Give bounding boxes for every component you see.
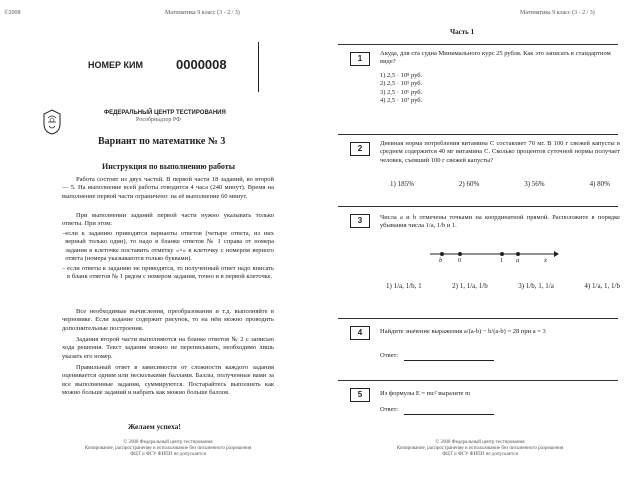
option[interactable]: 3) 1/b, 1, 1/a bbox=[518, 282, 554, 290]
emblem-icon bbox=[40, 108, 64, 136]
task-2-options bbox=[390, 180, 610, 188]
bullets-list bbox=[62, 230, 274, 282]
task-1-text: Акуда, для ста судна Минимального курс 25 рубля. Как это записать в стандартном виде? bbox=[380, 50, 611, 66]
number-line bbox=[430, 248, 560, 268]
task-number-box: 1 bbox=[350, 52, 370, 66]
axis-label-x: x bbox=[544, 257, 547, 264]
wish-text: Желаем успеха! bbox=[128, 422, 181, 431]
axis-label-b: b bbox=[439, 257, 443, 264]
task-1-options bbox=[380, 72, 422, 105]
bullet-item: – если ответы к заданию не приводятся, то полученный ответ надо вписать в бланк ответов № 1 рядом с номером задания, точно и в первой клеточке. bbox=[62, 265, 274, 281]
axis-label-a: a bbox=[516, 257, 520, 264]
option[interactable]: 3) 2,5 · 10⁶ руб. bbox=[380, 88, 423, 96]
right-header: Математика 9 класс (3 - 2 / 3) bbox=[520, 10, 595, 16]
task-5-answer-label: Ответ: bbox=[380, 406, 399, 413]
option[interactable]: 4) 2,5 · 10⁷ руб. bbox=[380, 96, 423, 104]
option[interactable]: 1) 2,5 · 10⁸ руб. bbox=[380, 72, 423, 79]
task-separator bbox=[338, 380, 618, 381]
left-header-left: ©2008 bbox=[4, 10, 21, 16]
task-separator bbox=[338, 44, 618, 45]
bullet-item: – если к заданию приводятся варианты ответов (четыре ответа, из них верный только один), то надо в бланке ответов № 1 справа от номера задания в клеточке поставить отметку «×» в клеточку с номером верного ответа (номера указываются только буквами). bbox=[62, 230, 274, 262]
left-header-center: Математика 9 класс (3 - 2 / 3) bbox=[165, 10, 240, 16]
option[interactable]: 2) 2,5 · 10⁵ руб. bbox=[380, 80, 423, 88]
center-sub: Рособрнадзор РФ bbox=[136, 117, 181, 123]
task-number-box: 5 bbox=[350, 388, 370, 402]
center-name: ФЕДЕРАЛЬНЫЙ ЦЕНТР ТЕСТИРОВАНИЯ bbox=[104, 110, 226, 116]
option[interactable]: 2) 1, 1/a, 1/b bbox=[452, 282, 488, 290]
task-5-text: Из формулы E = mc² выразите m bbox=[380, 390, 471, 397]
footer-line: ФЦТ и ФГУ ФИПИ не допускается bbox=[130, 452, 206, 457]
task-number-box: 2 bbox=[350, 142, 370, 156]
task-separator bbox=[338, 318, 618, 319]
task-4-answer-label: Ответ: bbox=[380, 352, 399, 359]
axis-label-zero: 0 bbox=[458, 257, 462, 264]
para-part2: Задания второй части выполняются на бланке ответов № 2 с записью хода решения. Текст задания можно не переписывать, необходимо лишь указать его номер. bbox=[62, 336, 274, 360]
para-scoring: Правильный ответ в зависимости от сложности каждого задания оценивается одним или несколькими баллами. Баллы, полученные вами за все выполненные задания, суммируются. Постарайтесь выполнить как можно больше заданий и набрать как можно больше баллов. bbox=[62, 364, 274, 396]
instruction-title: Инструкция по выполнению работы bbox=[102, 162, 235, 171]
rules-intro: При выполнении заданий первой части нужно указывать только ответы. При этом: bbox=[62, 212, 274, 228]
task-3-options bbox=[386, 282, 620, 290]
para-calculations: Все необходимые вычисления, преобразования и т.д. выполняйте в черновике. Если задание содержит рисунок, то на нём можно проводить дополнительные построения. bbox=[62, 308, 274, 332]
bullet-text: если ответы к заданию не приводятся, то полученный ответ надо вписать в бланк ответов № 1 рядом с номером задания, точно и в первой клеточке. bbox=[67, 265, 274, 281]
left-footer bbox=[62, 440, 274, 458]
task-2-text: Дневная норма потребления витамина С составляет 70 мг. В 100 г свежей капусты в среднем содержится 40 мг витамина С. Сколько процентов суточной нормы получает человек, съевший 100 г свежей капусты? bbox=[380, 140, 620, 164]
option[interactable]: 4) 1/a, 1, 1/b bbox=[584, 282, 620, 290]
footer-line: ФЦТ и ФГУ ФИПИ не допускается bbox=[442, 452, 518, 457]
option[interactable]: 1) 1/a, 1/b, 1 bbox=[386, 282, 422, 290]
intro-paragraph: Работа состоит из двух частей. В первой части 18 заданий, во второй — 5. На выполнение всей работы отводится 4 часа (240 минут). Время на выполнение первой части ограничено: на её выполнение 60 минут. bbox=[62, 176, 274, 200]
task-separator bbox=[338, 206, 618, 207]
option[interactable]: 3) 56% bbox=[524, 180, 545, 188]
task-number-box: 4 bbox=[350, 326, 370, 340]
option[interactable]: 1) 185% bbox=[390, 180, 414, 188]
task-3-text: Числа a и b отмечены точками на координатной прямой. Расположите в порядке убывания числа 1/a, 1/b и 1. bbox=[380, 214, 620, 230]
footer-line: Копирование, распространение и использование без письменного разрешения bbox=[396, 446, 564, 451]
option[interactable]: 4) 80% bbox=[589, 180, 610, 188]
task-4-text: Найдите значение выражения a/(a-b) − b/(a-b) = 28 при a = 3 bbox=[380, 328, 546, 335]
kim-label: НОМЕР КИМ bbox=[88, 60, 143, 70]
bullet-text: если к заданию приводятся варианты ответов (четыре ответа, из них верный только один), то надо в бланке ответов № 1 справа от номера задания в клеточке поставить отметку «×» в клеточку с номером верного ответа (номера указываются только буквами). bbox=[65, 230, 274, 262]
axis-label-one: 1 bbox=[500, 257, 504, 264]
task-4-answer-field[interactable] bbox=[404, 360, 494, 361]
footer-line: Копирование, распространение и использование без письменного разрешения bbox=[84, 446, 252, 451]
kim-divider bbox=[258, 42, 259, 92]
option[interactable]: 2) 60% bbox=[458, 180, 480, 188]
task-5-answer-field[interactable] bbox=[404, 414, 494, 415]
kim-number: 0000008 bbox=[176, 57, 227, 72]
footer-line: © 2008 Федеральный центр тестирования bbox=[435, 440, 525, 445]
right-footer bbox=[340, 440, 620, 458]
part-title: Часть 1 bbox=[450, 28, 475, 36]
variant-title: Вариант по математике № 3 bbox=[98, 136, 226, 147]
task-separator bbox=[338, 134, 618, 135]
footer-line: © 2008 Федеральный центр тестирования bbox=[123, 440, 213, 445]
task-number-box: 3 bbox=[350, 214, 370, 228]
